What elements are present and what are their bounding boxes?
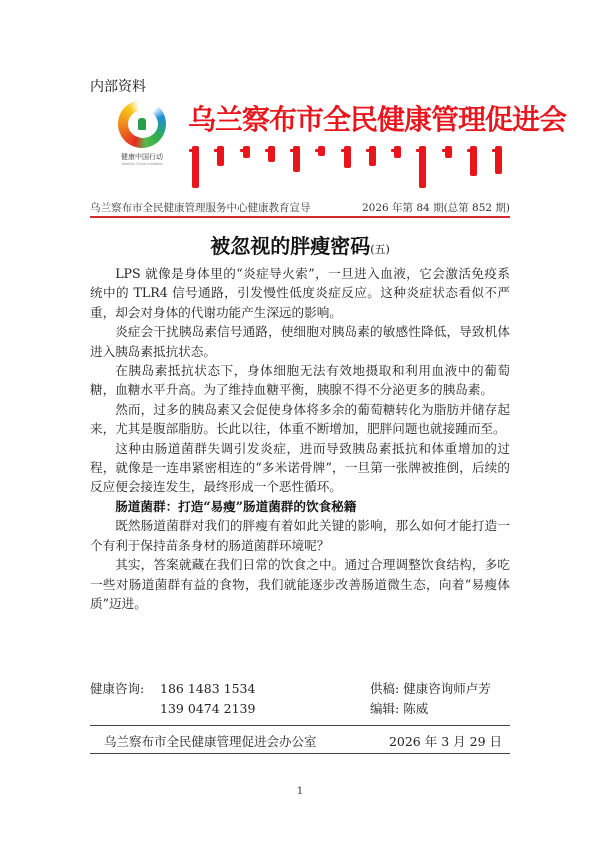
mongolian-script-title-icon [192,146,502,188]
paragraph: 其实，答案就藏在我们日常的饮食之中。通过合理调整饮食结构，多吃一些对肠道菌群有益的食物，我们就能逐步改善肠道微生态，向着“易瘦体质”迈进。 [90,557,510,611]
mongolian-word-icon [495,146,502,174]
paragraph: 然而，过多的胰岛素又会促使身体将多余的葡萄糖转化为脂肪并储存起来，尤其是腹部脂肪。长此以往，体重不断增加，肥胖问题也就接踵而至。 [90,401,510,437]
footer [90,732,510,750]
healthy-china-logo-icon [112,100,172,172]
mongolian-word-icon [419,146,426,188]
article-body [90,264,510,613]
org-title: 乌兰察布市全民健康管理促进会 [188,103,567,136]
consult-label-spacer [90,699,160,719]
issue-number: 2026 年第 84 期(总第 852 期) [361,202,510,214]
logo-subtext: Healthy China Initiative [121,162,163,166]
paragraph: 这种由肠道菌群失调引发炎症，进而导致胰岛素抵抗和体重增加的过程，就像是一连串紧密相连的“多米诺骨牌”，一旦第一张牌被推倒，后续的反应便会接连发生，最终形成一个恶性循环。 [90,440,510,495]
mongolian-word-icon [268,146,275,162]
paragraph: LPS 就像是身体里的“炎症导火索”，一旦进入血液，它会激活免疫系统中的 TLR4 信号通路，引发慢性低度炎症反应。这种炎症状态看似不严重，却会对身体的代谢功能产生深远的影响。 [90,266,510,320]
paragraph: 在胰岛素抵抗状态下，身体细胞无法有效地摄取和利用血液中的葡萄糖，血糖水平升高。为了维持血糖平衡，胰腺不得不分泌更多的胰岛素。 [90,363,510,398]
red-divider [90,216,510,218]
mongolian-word-icon [369,146,376,166]
mongolian-word-icon [192,146,199,188]
article-title-text: 被忽视的胖瘦密码 [210,234,371,258]
section-subheading: 肠道菌群：打造“易瘦”肠道菌群的饮食秘籍 [115,498,357,514]
consult-label: 健康咨询: [90,681,145,696]
article-title [0,230,600,259]
mongolian-word-icon [318,146,325,156]
article-title-suffix: (五) [370,243,390,256]
footer-date: 2026 年 3 月 29 日 [388,734,502,749]
classification-label: 内部资料 [90,79,146,95]
contact-row-2 [90,699,510,719]
mongolian-word-icon [217,146,224,166]
mongolian-word-icon [293,146,300,172]
page-number: 1 [296,786,304,797]
editor-label: 编辑: [370,700,400,716]
mongolian-word-icon [470,146,477,176]
footer-top-rule [90,725,510,726]
phone-2: 139 0474 2139 [160,700,256,716]
mongolian-word-icon [394,146,401,158]
contact-block [90,679,510,718]
mongolian-word-icon [243,146,250,158]
mongolian-word-icon [344,146,351,168]
paragraph: 既然肠道菌群对我们的胖瘦有着如此关键的影响，那么如何才能打造一个有利于保持苗条身材的肠道菌群环境呢？ [90,518,510,553]
phone-1: 186 1483 1534 [160,681,256,696]
contributor-label: 供稿: [370,681,400,696]
mongolian-word-icon [445,146,452,158]
logo-text: 健康中国行动 [121,153,163,161]
contributor: 健康咨询师卢芳 [403,681,491,696]
editor: 陈威 [403,700,429,716]
logo-figure-icon [138,118,146,130]
paragraph: 炎症会干扰胰岛素信号通路，使细胞对胰岛素的敏感性降低，导致机体进入胰岛素抵抗状态。 [90,324,510,359]
footer-office: 乌兰察布市全民健康管理促进会办公室 [104,734,317,749]
footer-bottom-rule [90,753,510,754]
issue-source: 乌兰察布市全民健康管理服务中心健康教育宣导 [90,202,311,214]
issue-line [90,200,510,215]
contact-row-1 [90,679,510,699]
